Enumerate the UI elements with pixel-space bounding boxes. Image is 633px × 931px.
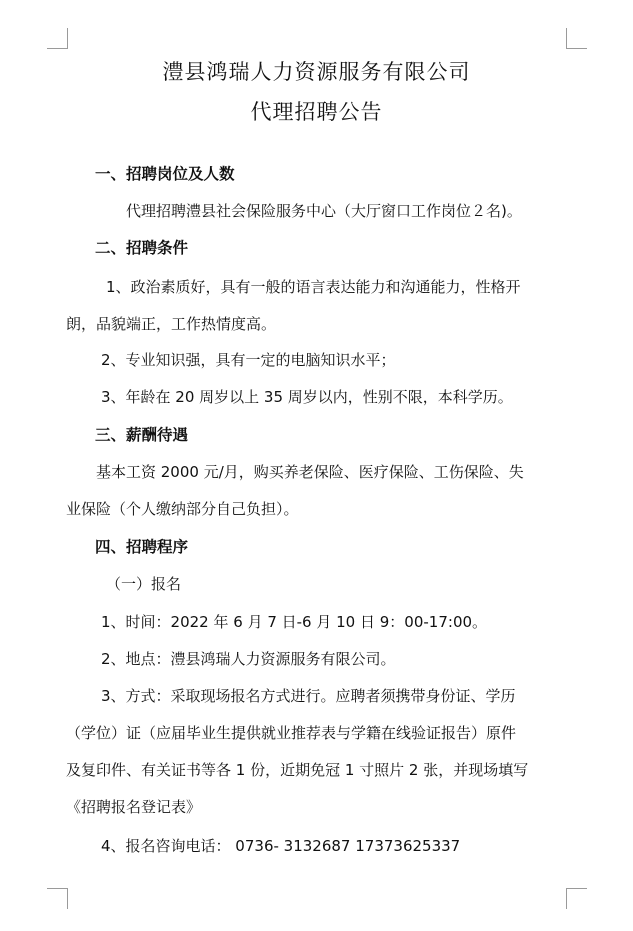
- section4-time: 1、时间：2022 年 6 月 7 日-6 月 10 日 9：00-17:00。: [101, 613, 488, 631]
- section4-method-line2: （学位）证（应届毕业生提供就业推荐表与学籍在线验证报告）原件: [66, 724, 517, 742]
- section2-item1-line1: 1、政治素质好，具有一般的语言表达能力和沟通能力，性格开: [106, 278, 521, 296]
- section4-method-line3: 及复印件、有关证书等各 1 份，近期免冠 1 寸照片 2 张，并现场填写: [66, 761, 529, 779]
- section1-heading: 一、招聘岗位及人数: [95, 165, 235, 183]
- section2-item1-line2: 朗，品貌端正，工作热情度高。: [66, 315, 277, 333]
- section3-text-line1: 基本工资 2000 元/月，购买养老保险、医疗保险、工伤保险、失: [96, 463, 524, 481]
- section4-place: 2、地点：澧县鸿瑞人力资源服务有限公司。: [101, 650, 396, 668]
- section4-sub1: （一）报名: [106, 575, 182, 593]
- section4-heading: 四、招聘程序: [95, 538, 189, 556]
- section4-method-line1: 3、方式：采取现场报名方式进行。应聘者须携带身份证、学历: [101, 687, 516, 705]
- section4-phone: 4、报名咨询电话： 0736- 3132687 17373625337: [101, 837, 461, 855]
- section1-text: 代理招聘澧县社会保险服务中心（大厅窗口工作岗位２名)。: [126, 202, 522, 220]
- crop-mark-top-right: [566, 28, 587, 49]
- section3-heading: 三、薪酬待遇: [95, 426, 189, 444]
- section3-text-line2: 业保险（个人缴纳部分自己负担）。: [66, 500, 299, 518]
- section4-method-line4: 《招聘报名登记表》: [66, 798, 202, 816]
- document-title-line2: 代理招聘公告: [250, 100, 383, 124]
- section2-item3: 3、年龄在 20 周岁以上 35 周岁以内，性别不限，本科学历。: [101, 388, 513, 406]
- crop-mark-bottom-left: [47, 888, 68, 909]
- crop-mark-bottom-right: [566, 888, 587, 909]
- section2-heading: 二、招聘条件: [95, 239, 189, 257]
- crop-mark-top-left: [47, 28, 68, 49]
- document-title-line1: 澧县鸿瑞人力资源服务有限公司: [162, 60, 471, 84]
- section2-item2: 2、专业知识强，具有一定的电脑知识水平；: [101, 351, 396, 369]
